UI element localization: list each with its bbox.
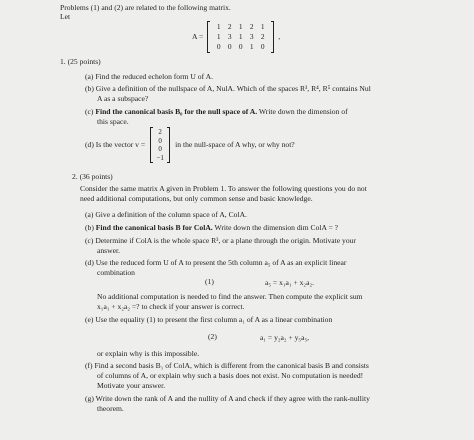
vector-entry: 0 bbox=[158, 145, 162, 153]
p2-f-line3: Motivate your answer. bbox=[97, 381, 166, 390]
matrix-label: A = bbox=[192, 32, 204, 42]
p1-d-prefix: (d) Is the vector v = bbox=[85, 140, 146, 150]
p2-g-line2: theorem. bbox=[97, 404, 124, 413]
p2-d-line1: (d) Use the reduced form U of A to present the 5th column a₅ of A as an explicit linear bbox=[85, 258, 347, 267]
equation-2: a₁ = y₂a₂ + y₅a₅, bbox=[260, 333, 309, 342]
equation-1: a₅ = x₁a₁ + x₂a₂. bbox=[265, 278, 314, 287]
matrix-entry: 0 bbox=[260, 42, 265, 51]
p2-c-line2: answer. bbox=[97, 246, 120, 255]
vector-entry: 2 bbox=[158, 128, 162, 136]
intro bbox=[60, 3, 231, 22]
p1-c-bold: Find the canonical basis B₀ for the null space of A. bbox=[95, 107, 258, 116]
matrix-entry: 3 bbox=[249, 32, 254, 41]
matrix-entry: 2 bbox=[260, 32, 265, 41]
p2-f-line1: (f) Find a second basis B₁ of ColA, which is different from the canonical basis B and consists bbox=[85, 361, 369, 370]
p2-nocomp-line2: x₁a₁ + x₂a₂ =? to check if your answer is correct. bbox=[97, 302, 245, 311]
p1-c bbox=[85, 107, 348, 116]
matrix-entry: 1 bbox=[260, 22, 265, 31]
matrix-entry: 2 bbox=[249, 22, 254, 31]
p2-b-bold: Find the canonical basis B for ColA. bbox=[95, 223, 213, 232]
p1-c-prefix: (c) bbox=[85, 107, 96, 116]
p1-c-line2: this space. bbox=[97, 117, 129, 126]
p2-b bbox=[85, 223, 338, 232]
equation-2-number: (2) bbox=[208, 332, 217, 341]
matrix-trail: , bbox=[278, 32, 281, 42]
matrix-entry: 1 bbox=[249, 42, 254, 51]
p2-g-line1: (g) Write down the rank of A and the nullity of A and check if they agree with the rank-nullity bbox=[85, 394, 370, 403]
equation-1-number: (1) bbox=[205, 277, 214, 286]
p2-d-line2: combination bbox=[97, 268, 135, 277]
p2-b-prefix: (b) bbox=[85, 223, 96, 232]
vector-entry: 0 bbox=[158, 136, 162, 145]
p2-b-post: Write down the dimension dim ColA = ? bbox=[212, 223, 339, 232]
matrix-entry: 3 bbox=[227, 32, 232, 41]
p2-intro-line1: Consider the same matrix A given in Problem 1. To answer the following questions you do not bbox=[80, 184, 367, 193]
problem-1-header: 1. (25 points) bbox=[60, 57, 101, 66]
matrix-entry: 1 bbox=[216, 32, 221, 41]
p1-b-line1: (b) Give a definition of the nullspace of A, NulA. Which of the spaces R³, R⁴, R⁵ contains Nul bbox=[85, 84, 371, 93]
problem-2-header: 2. (36 points) bbox=[72, 172, 113, 181]
matrix-entry: 0 bbox=[238, 42, 243, 51]
vector-v bbox=[150, 128, 170, 162]
matrix-entry: 0 bbox=[227, 42, 232, 51]
matrix-entry: 0 bbox=[216, 42, 221, 51]
matrix-a bbox=[192, 22, 280, 52]
matrix-entry: 2 bbox=[227, 22, 232, 31]
matrix-grid bbox=[207, 22, 274, 52]
p1-b-line2: A as a subspace? bbox=[97, 94, 149, 103]
p2-f-line2: of columns of A, or explain why such a basis does not exist. No computation is needed! bbox=[97, 371, 364, 380]
p2-a: (a) Give a definition of the column space of A, ColA. bbox=[85, 210, 247, 219]
p2-intro-line2: need additional computations, but only common sense and basic knowledge. bbox=[80, 194, 313, 203]
matrix-entry: 1 bbox=[216, 22, 221, 31]
p2-impossible: or explain why is this impossible. bbox=[97, 349, 200, 358]
matrix-entry: 1 bbox=[238, 32, 243, 41]
intro-let: Let bbox=[60, 12, 71, 22]
p1-a: (a) Find the reduced echelon form U of A. bbox=[85, 72, 213, 81]
matrix-entry: 1 bbox=[238, 22, 243, 31]
intro-line: Problems (1) and (2) are related to the following matrix. bbox=[60, 3, 231, 12]
p1-d-post: in the null-space of A why, or why not? bbox=[175, 140, 295, 150]
p1-c-post: Write down the dimension of bbox=[257, 107, 348, 116]
p1-d bbox=[85, 128, 295, 162]
p2-c-line1: (c) Determine if ColA is the whole space R³, or a plane through the origin. Motivate your bbox=[85, 236, 356, 245]
p2-nocomp-line1: No additional computation is needed to find the answer. Then compute the explicit sum bbox=[97, 292, 363, 301]
vector-entry: −1 bbox=[156, 153, 164, 162]
p2-e: (e) Use the equality (1) to present the first column a₁ of A as a linear combination bbox=[85, 315, 333, 324]
